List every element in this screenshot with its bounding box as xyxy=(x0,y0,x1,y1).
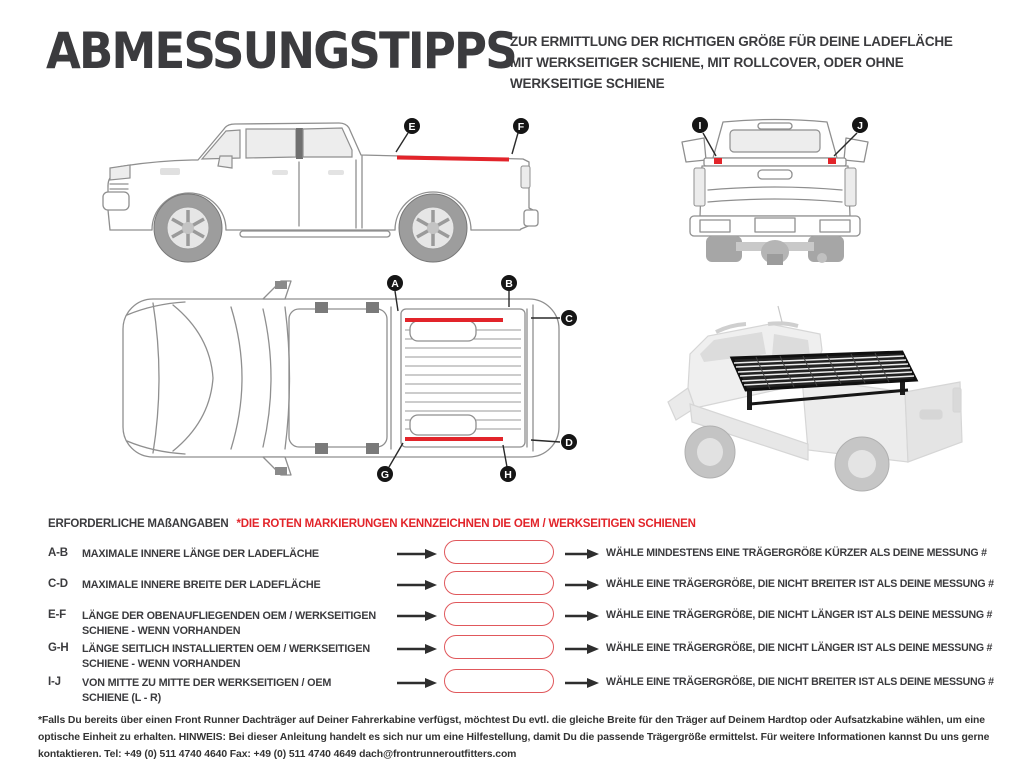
tow-hitch xyxy=(767,254,783,265)
measurement-input[interactable] xyxy=(444,669,554,693)
row-instruction: WÄHLE EINE TRÄGERGRÖßE, DIE NICHT BREITER IST ALS DEINE MESSUNG # xyxy=(606,676,994,688)
row-desc: VON MITTE ZU MITTE DER WERKSEITIGEN / OEM xyxy=(82,677,332,689)
headlight xyxy=(110,165,130,180)
arrow-right-icon xyxy=(397,548,437,560)
oem-rail-highlight-side xyxy=(397,158,509,160)
bumper xyxy=(690,216,860,236)
row-label: A-B xyxy=(48,547,68,559)
measurement-input[interactable] xyxy=(444,602,554,626)
marker-F xyxy=(513,118,529,134)
left-mirror xyxy=(682,138,706,162)
row-desc: LÄNGE SEITLICH INSTALLIERTEN OEM / WERKSEITIGEN xyxy=(82,643,370,655)
subtitle-line: WERKSEITIGE SCHIENE xyxy=(510,76,665,91)
oem-rail-mark-left xyxy=(714,158,722,164)
section-note: *DIE ROTEN MARKIERUNGEN KENNZEICHNEN DIE OEM / WERKSEITIGEN SCHIENEN xyxy=(236,518,696,530)
subtitle-line: ZUR ERMITTLUNG DER RICHTIGEN GRÖßE FÜR DEINE LADEFLÄCHE xyxy=(510,34,953,49)
section-title: ERFORDERLICHE MAßANGABEN xyxy=(48,518,229,530)
wheel-hump-top xyxy=(410,321,476,341)
svg-text:D: D xyxy=(565,437,573,449)
row-label: C-D xyxy=(48,578,68,590)
arrow-right-icon xyxy=(397,610,437,622)
svg-text:J: J xyxy=(857,120,863,132)
svg-text:H: H xyxy=(504,469,512,481)
svg-text:F: F xyxy=(517,121,525,133)
footer-note: *Falls Du bereits über einen Front Runner Dachträger auf Deiner Fahrerkabine verfügst, möchtest Du evtl. die gleiche Breite für den Träger auf Deinem Hardtop oder Aufsatzkabine wählen, um eine optische Einheit zu erhalten. HINWEIS: Bei dieser Anleitung handelt es sich nur um eine Hilfestellung, damit Du die passende Trägergröße ermittelst. Für weitere Informationen kannst Du uns gerne kontaktieren. Tel: +49 (0) 511 4740 4640 Fax: +49 (0) 511 4740 4649 dach@frontrunneroutfitters.com xyxy=(38,715,990,760)
rear-wheel xyxy=(399,194,467,262)
front-bumper xyxy=(103,192,129,210)
marker-J xyxy=(852,117,868,133)
row-desc2: SCHIENE - WENN VORHANDEN xyxy=(82,625,241,637)
measurement-row xyxy=(48,676,1014,710)
row-desc: LÄNGE DER OBENAUFLIEGENDEN OEM / WERKSEITIGEN xyxy=(82,610,376,622)
svg-text:C: C xyxy=(565,313,573,325)
arrow-right-icon xyxy=(565,548,599,560)
page-subtitle xyxy=(510,31,980,94)
page-title: ABMESSUNGSTIPPS xyxy=(46,22,516,80)
bed-rail xyxy=(704,158,846,166)
row-desc2: SCHIENE (L - R) xyxy=(82,692,161,704)
svg-text:A: A xyxy=(391,278,399,290)
truck-rear-view-diagram xyxy=(670,112,880,267)
arrow-right-icon xyxy=(565,677,599,689)
badge xyxy=(160,168,180,175)
arrow-right-icon xyxy=(565,610,599,622)
truck-side-view-diagram xyxy=(100,110,540,270)
row-label: E-F xyxy=(48,609,66,621)
row-desc2: SCHIENE - WENN VORHANDEN xyxy=(82,658,241,670)
row-desc: MAXIMALE INNERE BREITE DER LADEFLÄCHE xyxy=(82,579,321,591)
left-taillight xyxy=(694,168,705,206)
running-board xyxy=(240,231,390,237)
measurement-input[interactable] xyxy=(444,571,554,595)
truck-top-view-diagram xyxy=(113,273,583,483)
taillight xyxy=(521,166,530,188)
row-label: I-J xyxy=(48,676,61,688)
svg-text:B: B xyxy=(505,278,513,290)
arrow-right-icon xyxy=(397,677,437,689)
row-instruction: WÄHLE EINE TRÄGERGRÖßE, DIE NICHT BREITER IST ALS DEINE MESSUNG # xyxy=(606,578,994,590)
arrow-right-icon xyxy=(397,643,437,655)
row-instruction: WÄHLE EINE TRÄGERGRÖßE, DIE NICHT LÄNGER IST ALS DEINE MESSUNG # xyxy=(606,609,993,621)
svg-text:E: E xyxy=(408,121,416,133)
marker-G xyxy=(377,466,393,482)
side-mirror xyxy=(218,156,232,168)
measurement-input[interactable] xyxy=(444,635,554,659)
tailgate-handle xyxy=(758,170,792,179)
svg-text:I: I xyxy=(698,120,702,132)
rear-bumper xyxy=(524,210,538,226)
marker-I xyxy=(692,117,708,133)
section-header xyxy=(48,518,696,530)
measurement-input[interactable] xyxy=(444,540,554,564)
front-wheel xyxy=(154,194,222,262)
marker-A xyxy=(387,275,403,291)
right-taillight xyxy=(845,168,856,206)
row-label: G-H xyxy=(48,642,69,654)
svg-text:G: G xyxy=(380,469,390,481)
marker-B xyxy=(501,275,517,291)
marker-E xyxy=(404,118,420,134)
wheel-hump-bottom xyxy=(410,415,476,435)
oem-rail-mark-right xyxy=(828,158,836,164)
rear-window xyxy=(730,130,820,152)
marker-H xyxy=(500,466,516,482)
row-instruction: WÄHLE EINE TRÄGERGRÖßE, DIE NICHT LÄNGER IST ALS DEINE MESSUNG # xyxy=(606,642,993,654)
marker-D xyxy=(561,434,577,450)
arrow-right-icon xyxy=(565,643,599,655)
truck-with-rack-render xyxy=(650,292,985,497)
subtitle-line: MIT WERKSEITIGER SCHIENE, MIT ROLLCOVER, ODER OHNE xyxy=(510,55,904,70)
row-desc: MAXIMALE INNERE LÄNGE DER LADEFLÄCHE xyxy=(82,548,319,560)
marker-C xyxy=(561,310,577,326)
row-instruction: WÄHLE MINDESTENS EINE TRÄGERGRÖßE KÜRZER ALS DEINE MESSUNG # xyxy=(606,547,987,559)
arrow-right-icon xyxy=(565,579,599,591)
truck-body xyxy=(123,299,559,457)
arrow-right-icon xyxy=(397,579,437,591)
